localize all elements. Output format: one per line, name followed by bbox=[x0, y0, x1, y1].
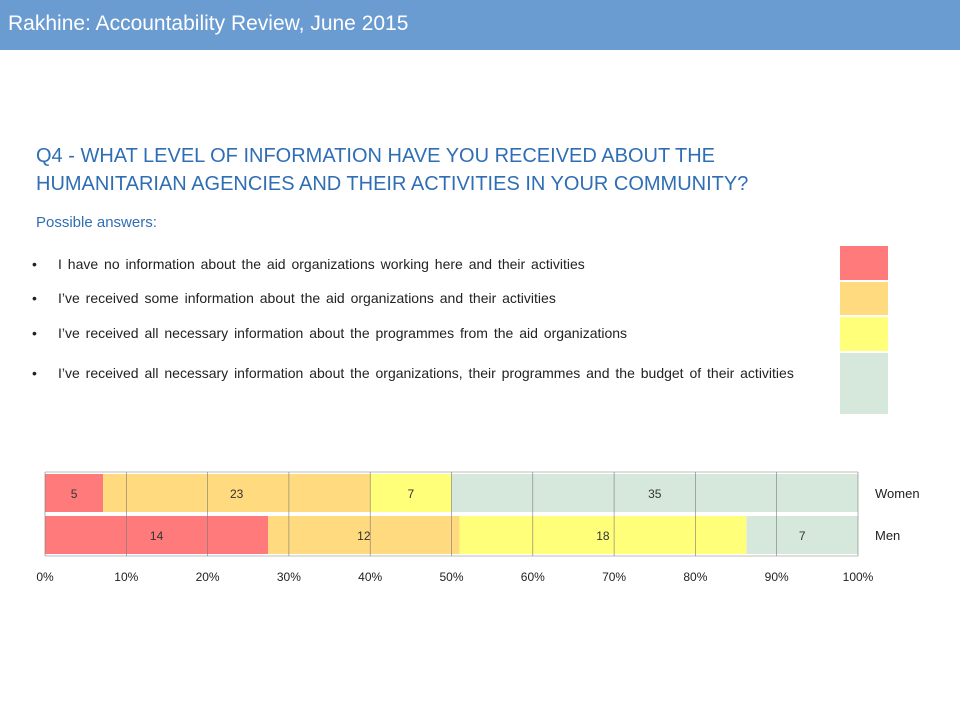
data-label: 7 bbox=[798, 529, 806, 543]
x-tick-label: 10% bbox=[114, 570, 139, 584]
x-tick-label: 0% bbox=[36, 570, 54, 584]
answer-text: I’ve received all necessary information about the organizations, their programmes and the budget of their activities bbox=[58, 365, 794, 381]
x-tick-label: 90% bbox=[764, 570, 789, 584]
category-label-women: Women bbox=[875, 486, 920, 501]
x-tick-label: 50% bbox=[439, 570, 464, 584]
x-tick-label: 100% bbox=[842, 570, 874, 584]
x-tick-label: 20% bbox=[195, 570, 220, 584]
possible-answers-label: Possible answers: bbox=[36, 214, 157, 231]
x-tick-label: 60% bbox=[520, 570, 545, 584]
question-line-1: Q4 - WHAT LEVEL OF INFORMATION HAVE YOU RECEIVED ABOUT THE bbox=[36, 145, 716, 167]
bullet-icon: • bbox=[32, 325, 37, 341]
bullet-icon: • bbox=[32, 365, 37, 381]
page-title: Rakhine: Accountability Review, June 2015 bbox=[8, 12, 409, 35]
answer-text: I have no information about the aid organizations working here and their activities bbox=[58, 256, 585, 272]
data-label: 23 bbox=[229, 487, 244, 501]
bullet-icon: • bbox=[32, 256, 37, 272]
data-label: 14 bbox=[149, 529, 164, 543]
data-label: 18 bbox=[596, 529, 610, 543]
data-label: 35 bbox=[648, 487, 662, 501]
x-tick-label: 40% bbox=[358, 570, 383, 584]
data-label: 12 bbox=[357, 529, 371, 543]
answer-text: I’ve received all necessary information about the programmes from the aid organizations bbox=[58, 325, 628, 341]
answer-text: I’ve received some information about the aid organizations and their activities bbox=[58, 290, 556, 306]
data-label: 7 bbox=[407, 487, 415, 501]
category-label-men: Men bbox=[875, 528, 901, 543]
data-label: 5 bbox=[70, 487, 78, 501]
question-line-2: HUMANITARIAN AGENCIES AND THEIR ACTIVITIES IN YOUR COMMUNITY? bbox=[36, 173, 749, 195]
x-tick-label: 70% bbox=[602, 570, 627, 584]
x-tick-label: 80% bbox=[683, 570, 708, 584]
x-tick-label: 30% bbox=[276, 570, 301, 584]
bullet-icon: • bbox=[32, 290, 37, 306]
